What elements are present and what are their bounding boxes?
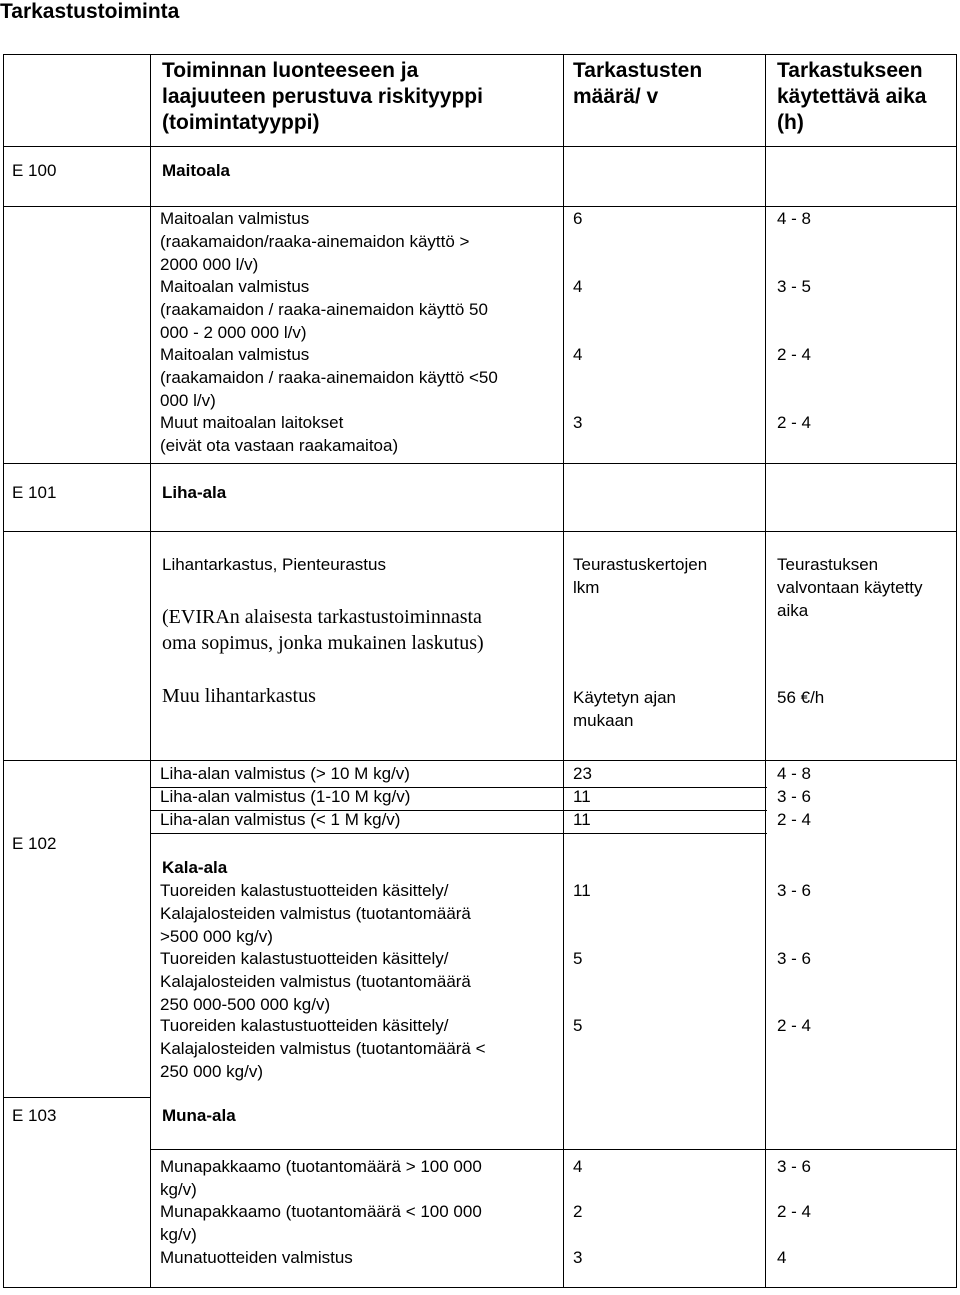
meat-row-time: 4 - 8	[777, 764, 812, 783]
row-time: 2 - 4	[777, 345, 812, 364]
row-label-line: kg/v)	[160, 1225, 197, 1244]
meat-row-count: 11	[573, 810, 591, 829]
slaughter-time-line: Teurastuksen	[777, 555, 879, 574]
meat-row-label: Liha-alan valmistus (> 10 M kg/v)	[160, 764, 410, 783]
row-label-line: 000 l/v)	[160, 391, 216, 410]
row-label-line: Kalajalosteiden valmistus (tuotantomäärä <	[160, 1039, 486, 1058]
slaughter-note-line: (EVIRAn alaisesta tarkastustoiminnasta	[162, 606, 482, 628]
row-time: 2 - 4	[777, 413, 812, 432]
row-label-line: Tuoreiden kalastustuotteiden käsittely/	[160, 881, 449, 900]
row-count: 6	[573, 209, 583, 228]
row-label-line: (raakamaidon/raaka-ainemaidon käyttö >	[160, 232, 470, 251]
header-type-line: (toimintatyyppi)	[162, 111, 320, 134]
row-label-line: Munapakkaamo (tuotantomäärä < 100 000	[160, 1202, 482, 1221]
slaughter-note-line: oma sopimus, jonka mukainen laskutus)	[162, 632, 484, 654]
row-count: 4	[573, 277, 583, 296]
header-time-line: (h)	[777, 111, 804, 134]
row-label-line: Muut maitoalan laitokset	[160, 413, 344, 432]
other-time: 56 €/h	[777, 688, 825, 707]
row-label-line: (raakamaidon / raaka-ainemaidon käyttö 50	[160, 300, 488, 319]
header-type-line: Toiminnan luonteeseen ja	[162, 59, 419, 82]
row-count: 4	[573, 345, 583, 364]
row-count: 3	[573, 1248, 583, 1267]
row-label-line: Tuoreiden kalastustuotteiden käsittely/	[160, 949, 449, 968]
row-label-line: Munapakkaamo (tuotantomäärä > 100 000	[160, 1157, 482, 1176]
row-label-line: Kalajalosteiden valmistus (tuotantomäärä	[160, 904, 471, 923]
row-count: 5	[573, 1016, 583, 1035]
row-time: 3 - 6	[777, 949, 812, 968]
row-label-line: Kalajalosteiden valmistus (tuotantomäärä	[160, 972, 471, 991]
meat-row-label: Liha-alan valmistus (< 1 M kg/v)	[160, 810, 401, 829]
header-type-line: laajuuteen perustuva riskityyppi	[162, 85, 483, 108]
section-title: Kala-ala	[162, 858, 228, 877]
meat-row-count: 11	[573, 787, 591, 806]
row-label-line: 250 000-500 000 kg/v)	[160, 995, 331, 1014]
row-label-line: Munatuotteiden valmistus	[160, 1248, 353, 1267]
page-title: Tarkastustoiminta	[0, 0, 180, 23]
row-divider	[3, 146, 957, 147]
row-divider	[3, 463, 957, 464]
row-time: 4 - 8	[777, 209, 812, 228]
slaughter-label: Lihantarkastus, Pienteurastus	[162, 555, 386, 574]
section-code: E 101	[12, 483, 57, 502]
row-divider	[3, 531, 957, 532]
meat-row-time: 2 - 4	[777, 810, 812, 829]
meat-row-count: 23	[573, 764, 592, 783]
row-count: 11	[573, 881, 591, 900]
row-time: 3 - 6	[777, 881, 812, 900]
other-inspection-label: Muu lihantarkastus	[162, 685, 316, 707]
col-divider	[765, 54, 766, 1288]
row-time: 3 - 5	[777, 277, 812, 296]
row-time: 2 - 4	[777, 1202, 812, 1221]
slaughter-time-line: aika	[777, 601, 809, 620]
meat-row-time: 3 - 6	[777, 787, 812, 806]
header-count-line: määrä/ v	[573, 85, 659, 108]
row-label-line: 000 - 2 000 000 l/v)	[160, 323, 307, 342]
meat-row-label: Liha-alan valmistus (1-10 M kg/v)	[160, 787, 411, 806]
other-count-line: mukaan	[573, 711, 634, 730]
row-count: 3	[573, 413, 583, 432]
slaughter-count-line: Teurastuskertojen	[573, 555, 708, 574]
other-count-line: Käytetyn ajan	[573, 688, 677, 707]
row-divider	[150, 1149, 957, 1150]
section-title: Muna-ala	[162, 1106, 236, 1125]
row-label-line: Maitoalan valmistus	[160, 209, 310, 228]
section-title: Liha-ala	[162, 483, 227, 502]
row-label-line: 250 000 kg/v)	[160, 1062, 264, 1081]
row-label-line: 2000 000 l/v)	[160, 255, 259, 274]
row-label-line: Maitoalan valmistus	[160, 277, 310, 296]
row-divider	[3, 760, 957, 761]
inspection-table	[3, 54, 957, 1288]
row-label-line: kg/v)	[160, 1180, 197, 1199]
row-label-line: Tuoreiden kalastustuotteiden käsittely/	[160, 1016, 449, 1035]
row-divider	[3, 1097, 150, 1098]
row-underline	[150, 833, 767, 834]
slaughter-time-line: valvontaan käytetty	[777, 578, 923, 597]
section-code: E 102	[12, 834, 57, 853]
row-time: 2 - 4	[777, 1016, 812, 1035]
row-time: 3 - 6	[777, 1157, 812, 1176]
col-divider	[563, 54, 564, 1288]
section-code: E 103	[12, 1106, 57, 1125]
row-label-line: >500 000 kg/v)	[160, 927, 273, 946]
header-count-line: Tarkastusten	[573, 59, 703, 82]
row-count: 5	[573, 949, 583, 968]
row-count: 2	[573, 1202, 583, 1221]
header-time-line: käytettävä aika	[777, 85, 927, 108]
row-time: 4	[777, 1248, 787, 1267]
row-count: 4	[573, 1157, 583, 1176]
row-label-line: (raakamaidon / raaka-ainemaidon käyttö <50	[160, 368, 498, 387]
col-divider	[150, 54, 151, 1288]
section-code: E 100	[12, 161, 57, 180]
row-label-line: (eivät ota vastaan raakamaitoa)	[160, 436, 399, 455]
slaughter-count-line: lkm	[573, 578, 600, 597]
section-title: Maitoala	[162, 161, 231, 180]
row-label-line: Maitoalan valmistus	[160, 345, 310, 364]
header-time-line: Tarkastukseen	[777, 59, 923, 82]
row-divider	[3, 206, 957, 207]
